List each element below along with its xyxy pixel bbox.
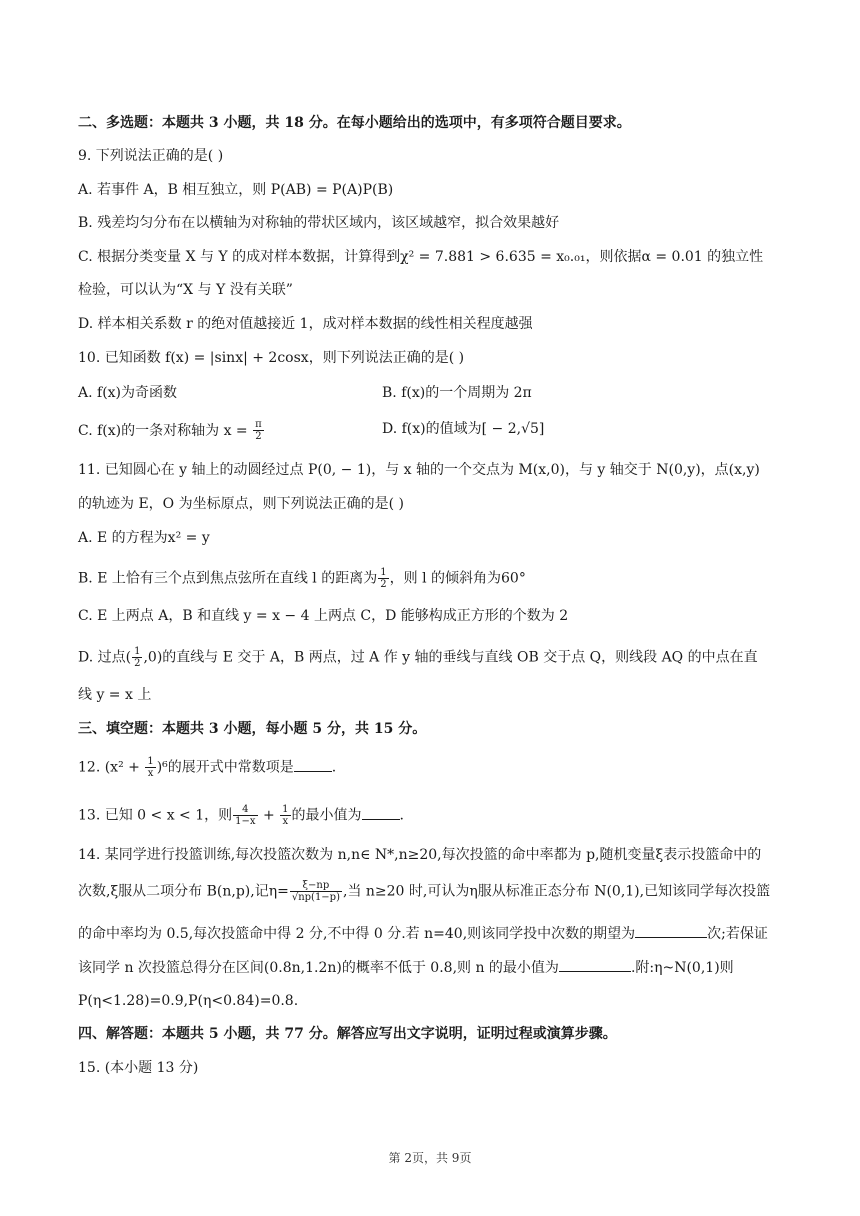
question-14-line4-tail: .附:η~N(0,1)则 (630, 960, 734, 976)
question-11-option-d-text: D. 过点( (78, 649, 132, 666)
question-9-option-b: B. 残差均匀分布在以横轴为对称轴的带状区域内，该区域越窄，拟合效果越好 (78, 215, 560, 231)
question-12-tail: )⁶的展开式中常数项是 (156, 759, 294, 776)
question-14-line3-tail: 次;若保证 (707, 926, 768, 942)
question-11-option-c: C. E 上两点 A，B 和直线 y = x − 4 上两点 C，D 能够构成正方形的个数为 2 (78, 608, 569, 624)
question-9-stem: 9. 下列说法正确的是( ) (78, 148, 224, 164)
fraction-numerator: 1 (147, 756, 154, 767)
fraction-one-half (132, 646, 142, 669)
question-9-option-a: A. 若事件 A，B 相互独立，则 P(AB) = P(A)P(B) (78, 182, 394, 198)
question-15-stem: 15. (本小题 13 分) (78, 1060, 199, 1076)
question-10-stem: 10. 已知函数 f(x) = |sinx| + 2cosx，则下列说法正确的是( ) (78, 350, 465, 366)
question-14-line3 (78, 923, 782, 944)
question-14-line2-text: 次数,ξ服从二项分布 B(n,p),记η= (78, 883, 289, 900)
fraction-numerator: 1 (282, 804, 289, 815)
question-11-stem-line2: 的轨迹为 E，O 为坐标原点，则下列说法正确的是( ) (78, 496, 404, 512)
question-12-end: . (331, 759, 337, 776)
question-13-end: . (399, 807, 404, 824)
question-10-option-c-text: C. f(x)的一条对称轴为 x = (78, 422, 253, 439)
fraction-pi-over-2 (253, 419, 264, 442)
question-12-text: 12. (x² + (78, 759, 145, 776)
question-10-option-b: B. f(x)的一个周期为 2π (382, 385, 532, 401)
question-11-option-b (78, 567, 782, 590)
question-11-option-d-line2: 线 y = x 上 (78, 687, 152, 703)
fraction-4-over-1-minus-x (233, 804, 257, 827)
question-11-option-b-tail: ，则 l 的倾斜角为60° (389, 570, 526, 587)
answer-blank[interactable] (294, 757, 332, 772)
question-13-text: 13. 已知 0 < x < 1，则 (78, 807, 233, 824)
section-heading-fill-in: 三、填空题：本题共 3 小题，每小题 5 分，共 15 分。 (78, 721, 427, 737)
question-14-line2 (78, 880, 782, 903)
fraction-denominator: √np(1−p) (291, 892, 340, 903)
question-10-row-cd (78, 419, 782, 442)
fraction-denominator: x (147, 768, 154, 779)
question-14-line1: 14. 某同学进行投篮训练,每次投篮次数为 n,n∈ N*,n≥20,每次投篮的命中率都为 p,随机变量ξ表示投篮命中的 (78, 847, 762, 863)
question-14-line5: P(η<1.28)=0.9,P(η<0.84)=0.8. (78, 993, 299, 1009)
fraction-numerator: 1 (134, 646, 141, 657)
question-11-option-b-text: B. E 上恰有三个点到焦点弦所在直线 l 的距离为 (78, 570, 378, 587)
fraction-denominator: 1−x (235, 816, 256, 827)
fraction-denominator: 2 (380, 579, 387, 590)
question-9-option-c-line2: 检验，可以认为“X 与 Y 没有关联” (78, 282, 293, 298)
question-14-line4 (78, 957, 782, 978)
fraction-numerator: 1 (380, 567, 387, 578)
fraction-denominator: x (282, 816, 289, 827)
fraction-one-over-x (145, 756, 155, 779)
plus-sign: + (258, 807, 280, 824)
fraction-one-half (378, 567, 388, 590)
answer-blank-expectation[interactable] (635, 923, 707, 938)
question-10-option-c (78, 419, 265, 442)
question-11-stem-line1: 11. 已知圆心在 y 轴上的动圆经过点 P(0, − 1)，与 x 轴的一个交点为 M(x,0)，与 y 轴交于 N(0,y)，点(x,y) (78, 462, 760, 478)
question-9-option-d: D. 样本相关系数 r 的绝对值越接近 1，成对样本数据的线性相关程度越强 (78, 316, 533, 332)
question-14-line3-text: 的命中率均为 0.5,每次投篮命中得 2 分,不中得 0 分.若 n=40,则该同学投中次数的期望为 (78, 926, 636, 942)
fraction-numerator: 4 (233, 804, 257, 816)
question-9-option-c-line1: C. 根据分类变量 X 与 Y 的成对样本数据，计算得到χ² = 7.881 > 6.635 = x₀.₀₁，则依据α = 0.01 的独立性 (78, 249, 764, 265)
fraction-one-over-x (280, 804, 290, 827)
page-footer: 第 2页，共 9页 (388, 1151, 472, 1165)
fraction-numerator: ξ−np (290, 880, 342, 892)
fraction-denominator: 2 (134, 658, 141, 669)
question-11-option-d-line1 (78, 646, 782, 669)
answer-blank-min-n[interactable] (559, 957, 631, 972)
section-heading-solutions: 四、解答题：本题共 5 小题，共 77 分。解答应写出文字说明，证明过程或演算步骤。 (78, 1026, 617, 1042)
question-10-option-d: D. f(x)的值域为[ − 2,√5] (382, 421, 545, 437)
fraction-numerator: π (255, 419, 262, 430)
question-12 (78, 756, 782, 779)
question-14-line2-tail: ,当 n≥20 时,可认为η服从标准正态分布 N(0,1),已知该同学每次投篮 (343, 883, 771, 900)
question-11-option-d-tail: ,0)的直线与 E 交于 A，B 两点，过 A 作 y 轴的垂线与直线 OB 交于点 Q，则线段 AQ 的中点在直 (143, 649, 758, 666)
answer-blank[interactable] (362, 805, 400, 820)
question-13-tail: 的最小值为 (291, 807, 362, 824)
fraction-denominator: 2 (255, 431, 262, 442)
question-10-option-a: A. f(x)为奇函数 (78, 385, 178, 401)
section-heading-multiple-choice: 二、多选题：本题共 3 小题，共 18 分。在每小题给出的选项中，有多项符合题目要求。 (78, 115, 631, 131)
question-14-line4-text: 该同学 n 次投篮总得分在区间(0.8n,1.2n)的概率不低于 0.8,则 n 的最小值为 (78, 960, 559, 976)
question-13 (78, 804, 782, 827)
question-11-option-a: A. E 的方程为x² = y (78, 530, 210, 546)
question-10-row-ab (78, 383, 782, 403)
fraction-eta-definition (290, 880, 342, 903)
